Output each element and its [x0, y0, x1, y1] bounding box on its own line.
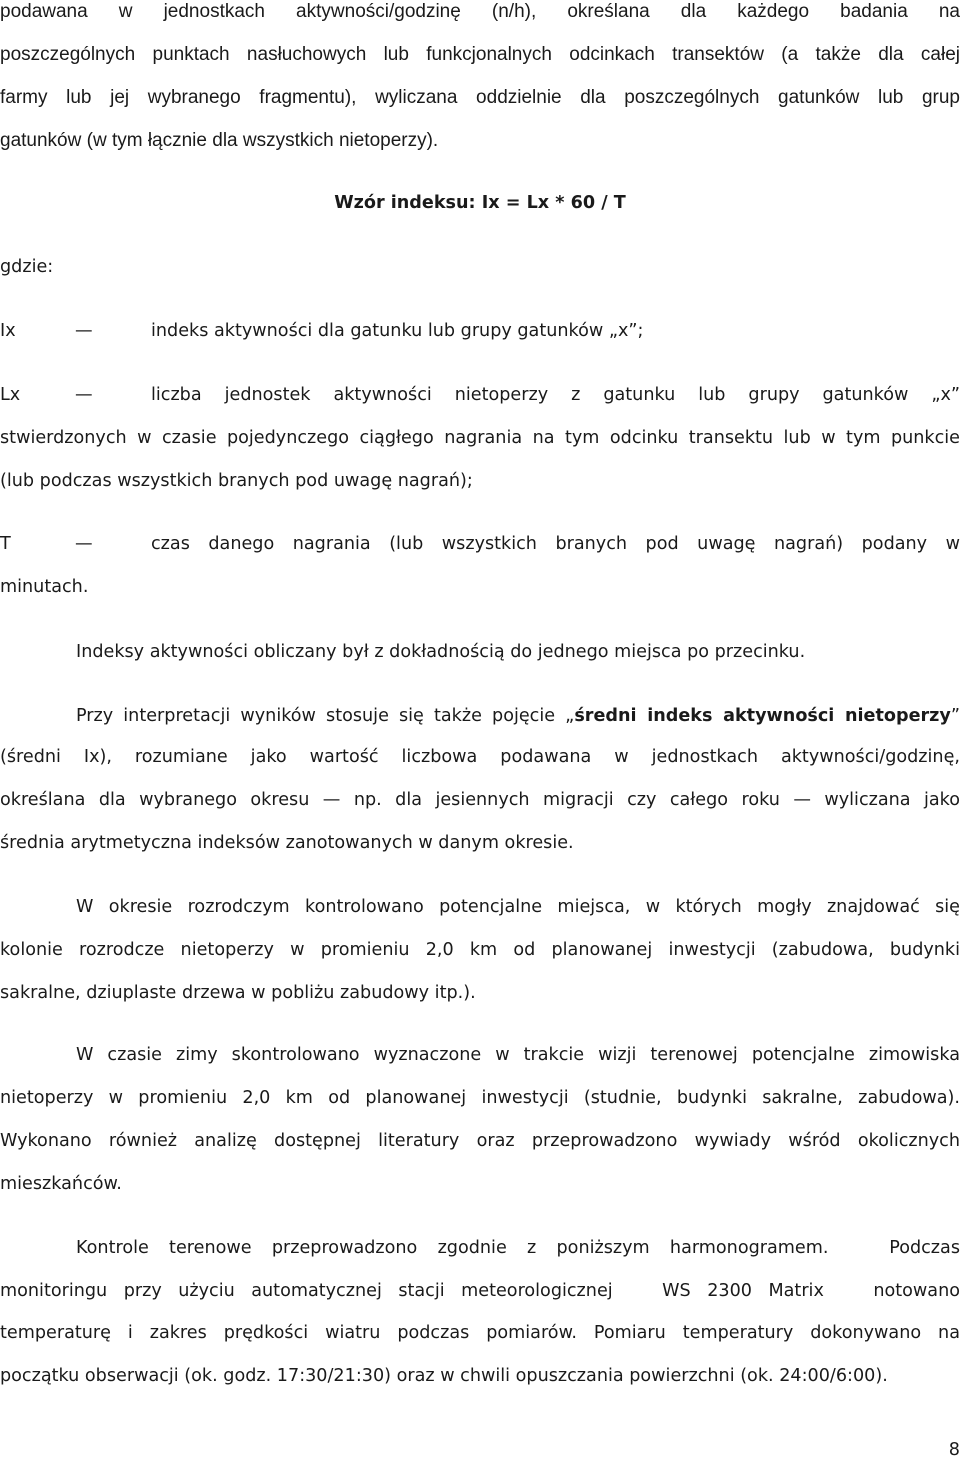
definition-lx	[0, 383, 960, 407]
definition-lx-line-2: stwierdzonych w czasie pojedynczego ciągłego nagrania na tym odcinku transektu lub w tym punkcie	[0, 428, 960, 448]
definition-text: czas danego nagrania (lub wszystkich branych pod uwagę nagrań) podany w	[151, 534, 960, 554]
definition-text: indeks aktywności dla gatunku lub grupy gatunków „x”;	[151, 321, 644, 341]
definition-t	[0, 532, 960, 556]
mean-index-post: ”	[950, 706, 960, 726]
winter-line-2: nietoperzy w promieniu 2,0 km od planowanej inwestycji (studnie, budynki sakralne, zabudowa).	[0, 1088, 960, 1108]
breeding-line-2: kolonie rozrodcze nietoperzy w promieniu 2,0 km od planowanej inwestycji (zabudowa, budynki	[0, 940, 960, 960]
definition-ix	[0, 319, 960, 343]
definition-term: Lx	[0, 385, 21, 405]
winter-line-4: mieszkańców.	[0, 1174, 122, 1194]
mean-index-line-2: (średni Ix), rozumiane jako wartość liczbowa podawana w jednostkach aktywności/godzinę,	[0, 747, 960, 767]
controls-line-4: początku obserwacji (ok. godz. 17:30/21:30) oraz w chwili opuszczania powierzchni (ok. 24:00/6:00).	[0, 1366, 888, 1386]
definition-dash: —	[75, 385, 93, 405]
definition-dash: —	[75, 534, 93, 554]
mean-index-term: średni indeks aktywności nietoperzy	[574, 706, 951, 726]
precision-note: Indeksy aktywności obliczany był z dokładnością do jednego miejsca po przecinku.	[76, 642, 806, 662]
page-number: 8	[948, 1440, 960, 1460]
definition-t-line-2: minutach.	[0, 577, 89, 597]
controls-line-2: monitoringu przy użyciu automatycznej stacji meteorologicznej WS 2300 Matrix notowano	[0, 1281, 960, 1301]
breeding-line-3: sakralne, dziuplaste drzewa w pobliżu zabudowy itp.).	[0, 983, 476, 1003]
intro-line-4: gatunków (w tym łącznie dla wszystkich nietoperzy).	[0, 130, 439, 151]
definition-term: Ix	[0, 321, 16, 341]
definition-term: T	[0, 534, 11, 554]
controls-line-1: Kontrole terenowe przeprowadzono zgodnie z poniższym harmonogramem. Podczas	[76, 1238, 960, 1258]
mean-index-line-1	[76, 704, 960, 728]
intro-line-3: farmy lub jej wybranego fragmentu), wyliczana oddzielnie dla poszczególnych gatunków lub grup	[0, 87, 960, 108]
breeding-line-1: W okresie rozrodczym kontrolowano potencjalne miejsca, w których mogły znajdować się	[76, 897, 960, 917]
mean-index-line-4: średnia arytmetyczna indeksów zanotowanych w danym okresie.	[0, 833, 574, 853]
formula: Wzór indeksu: Ix = Lx * 60 / T	[334, 193, 626, 213]
mean-index-pre: Przy interpretacji wyników stosuje się także pojęcie „	[76, 706, 575, 726]
definition-lx-line-3: (lub podczas wszystkich branych pod uwagę nagrań);	[0, 471, 473, 491]
winter-line-3: Wykonano również analizę dostępnej literatury oraz przeprowadzono wywiady wśród okolicznych	[0, 1131, 960, 1151]
winter-line-1: W czasie zimy skontrolowano wyznaczone w trakcie wizji terenowej potencjalne zimowiska	[76, 1045, 960, 1065]
where-label: gdzie:	[0, 257, 54, 277]
definition-dash: —	[75, 321, 93, 341]
mean-index-line-3: określana dla wybranego okresu — np. dla jesiennych migracji czy całego roku — wyliczana jako	[0, 790, 960, 810]
definition-text: liczba jednostek aktywności nietoperzy z gatunku lub grupy gatunków „x”	[151, 385, 960, 405]
controls-line-3: temperaturę i zakres prędkości wiatru podczas pomiarów. Pomiaru temperatury dokonywano na	[0, 1323, 960, 1343]
intro-line-2: poszczególnych punktach nasłuchowych lub funkcjonalnych odcinkach transektów (a także dla całej	[0, 44, 960, 65]
intro-line-1: podawana w jednostkach aktywności/godzinę (n/h), określana dla każdego badania na	[0, 1, 960, 22]
